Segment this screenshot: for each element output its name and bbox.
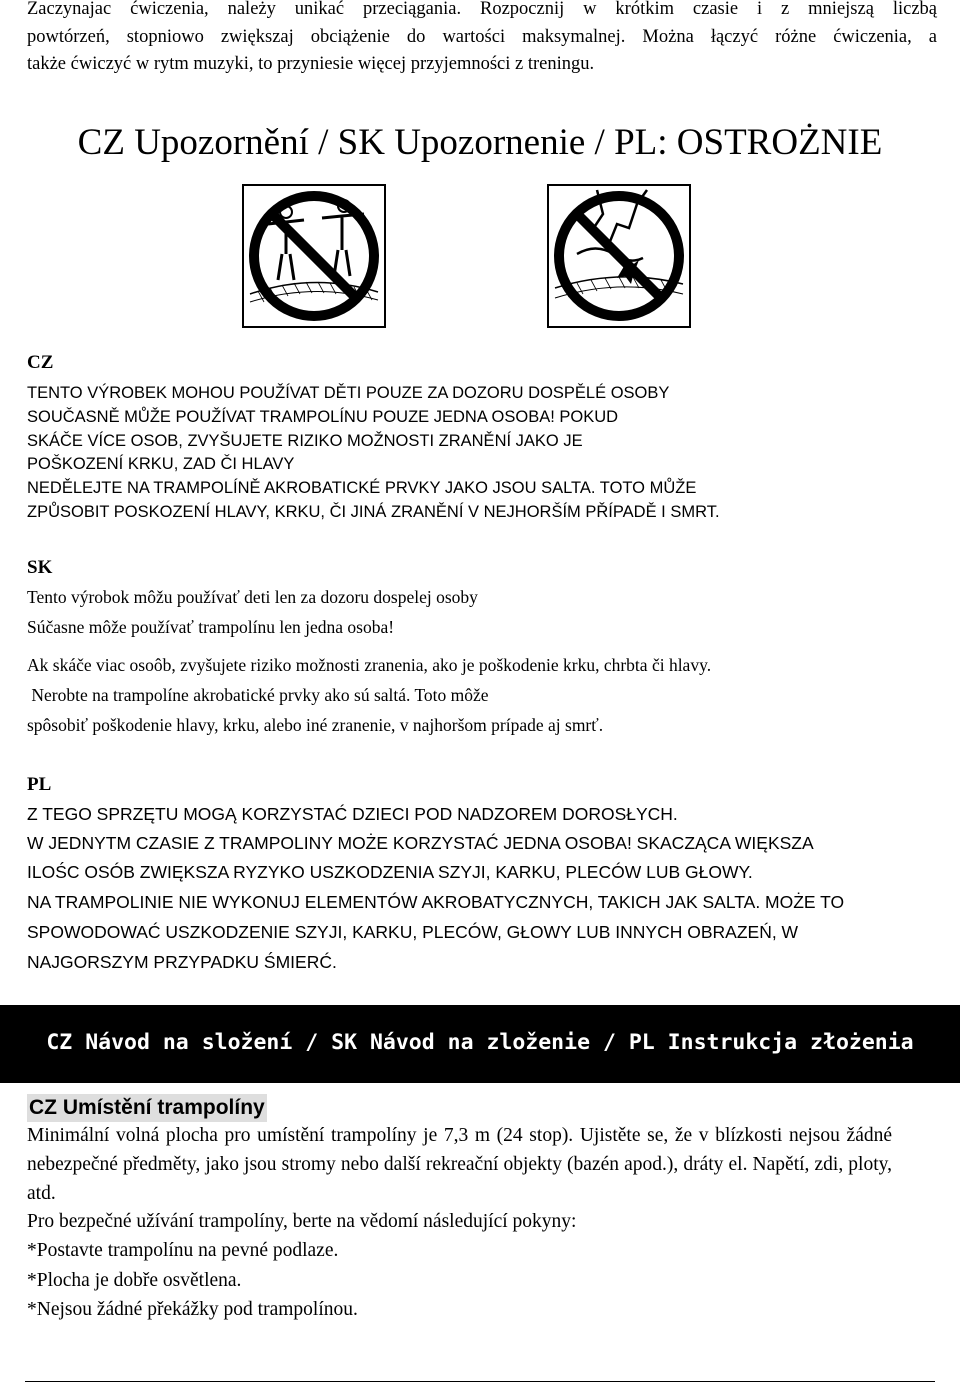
sk-line: Tento výrobok môžu používať deti len za dozoru dospelej osoby <box>27 587 478 607</box>
no-multiple-jumpers-icon <box>242 184 386 328</box>
intro-line: także ćwiczyć w rytm muzyki, to przyniesie więcej przyjemności z treningu. <box>27 54 595 74</box>
pl-line: NAJGORSZYM PRZYPADKU ŚMIERĆ. <box>27 952 337 972</box>
placement-heading: CZ Umístění trampolíny <box>27 1094 267 1122</box>
placement-paragraph: Minimální volná plocha pro umístění trampolíny je 7,3 m (24 stop). Ujistěte se, že v blízkosti nejsou žádné nebezpečné předměty, jako jsou stromy nebo další rekreační objekty (bazén apod.), dráty el. Napětí, zdi, ploty, atd. <box>27 1125 892 1204</box>
cz-line: TENTO VÝROBEK MOHOU POUŽÍVAT DĚTI POUZE ZA DOZORU DOSPĚLÉ OSOBY <box>27 384 670 402</box>
cz-heading: CZ <box>27 352 54 373</box>
pl-heading: PL <box>27 774 52 795</box>
sk-line: Súčasne môže používať trampolínu len jedna osoba! <box>27 617 395 637</box>
pl-line: Z TEGO SPRZĘTU MOGĄ KORZYSTAĆ DZIECI POD NADZOREM DOROSŁYCH. <box>27 804 678 824</box>
sk-line: spôsobiť poškodenie hlavy, krku, alebo iné zranenie, v najhoršom prípade aj smrť. <box>27 715 604 735</box>
intro-line: powtórzeń, stopniowo zwiększaj obciążenie do wartości maksymalnej. Można łączyć różne ćwiczenia, a <box>27 26 937 47</box>
cz-line: NEDĚLEJTE NA TRAMPOLÍNĚ AKROBATICKÉ PRVKY JAKO JSOU SALTA. TOTO MŮŽE <box>27 479 697 498</box>
cz-line: POŠKOZENÍ KRKU, ZAD ČI HLAVY <box>27 455 295 474</box>
no-somersault-icon <box>547 184 691 328</box>
placement-line: *Nejsou žádné překážky pod trampolínou. <box>27 1299 358 1320</box>
placement-line: *Plocha je dobře osvětlena. <box>27 1270 242 1291</box>
placement-line: Pro bezpečné užívání trampolíny, berte na vědomí následující pokyny: <box>27 1211 577 1232</box>
warning-title: CZ Upozornění / SK Upozornenie / PL: OSTROŻNIE <box>77 122 883 163</box>
pl-line: W JEDNYTM CZASIE Z TRAMPOLINY MOŻE KORZYSTAĆ JEDNA OSOBA! SKACZĄCA WIĘKSZA <box>27 833 814 853</box>
pl-line: NA TRAMPOLINIE NIE WYKONUJ ELEMENTÓW AKROBATYCZNYCH, TAKICH JAK SALTA. MOŻE TO <box>27 892 845 912</box>
sk-line: Ak skáče viac osoôb, zvyšujete riziko možnosti zranenia, ako je poškodenie krku, chrbta či hlavy. <box>27 655 712 675</box>
placement-line: *Postavte trampolínu na pevné podlaze. <box>27 1240 339 1261</box>
sk-heading: SK <box>27 557 53 578</box>
cz-line: SOUČASNĚ MŮŽE POUŽÍVAT TRAMPOLÍNU POUZE JEDNA OSOBA! POKUD <box>27 407 619 426</box>
cz-line: ZPŮSOBIT POSKOZENÍ HLAVY, KRKU, ČI JINÁ ZRANĚNÍ V NEJHORŠÍM PŘÍPADĚ I SMRT. <box>27 502 720 521</box>
cz-line: SKÁČE VÍCE OSOB, ZVYŠUJETE RIZIKO MOŽNOSTI ZRANĚNÍ JAKO JE <box>27 431 583 450</box>
intro-line: Zaczynajac ćwiczenia, należy unikać przeciągania. Rozpocznij w krótkim czasie i z mniejszą liczbą <box>27 0 937 19</box>
cz-warning-text <box>27 382 720 525</box>
intro-paragraph <box>27 0 937 79</box>
pl-line: SPOWODOWAĆ USZKODZENIE SZYJI, KARKU, PLECÓW, GŁOWY LUB INNYCH OBRAZEŃ, W <box>27 922 799 942</box>
assembly-banner-title: CZ Návod na složení / SK Návod na zloženie / PL Instrukcja złożenia <box>46 1030 914 1055</box>
pl-line: ILOŚC OSÓB ZWIĘKSZA RYZYKO USZKODZENIA SZYJI, KARKU, PLECÓW LUB GŁOWY. <box>27 862 753 882</box>
sk-line: Nerobte na trampolíne akrobatické prvky ako sú saltá. Toto môže <box>27 685 489 705</box>
footer-rule <box>25 1381 935 1382</box>
